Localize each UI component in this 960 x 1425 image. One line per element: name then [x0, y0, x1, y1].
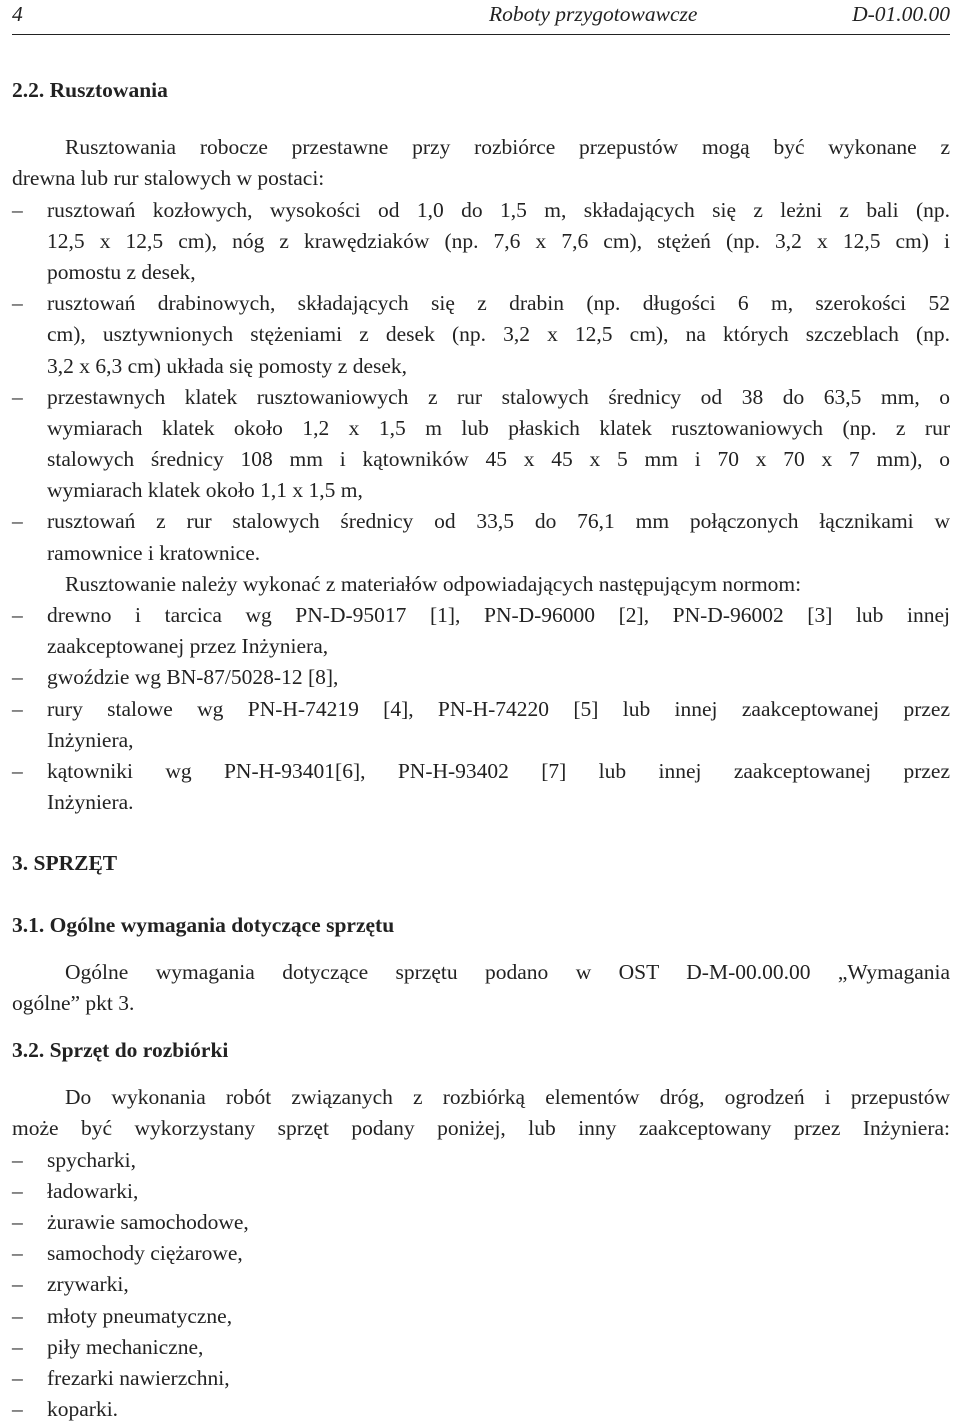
section-heading-3-1: 3.1. Ogólne wymagania dotyczące sprzętu — [12, 912, 395, 937]
list-item: – frezarki nawierzchni, — [12, 1363, 950, 1394]
paragraph-line: ogólne” pkt 3. — [12, 990, 135, 1015]
list-item: – rusztowań drabinowych, składających się z drabin (np. długości 6 m, szerokości 52 — [12, 288, 950, 319]
header-title: Roboty przygotowawcze — [489, 2, 698, 26]
list-item: – gwoździe wg BN-87/5028-12 [8], — [12, 662, 950, 693]
list-item-continuation: wymiarach klatek około 1,1 x 1,5 m, — [47, 478, 363, 503]
paragraph-line: może być wykorzystany sprzęt podany poniżej, lub inny zaakceptowany przez Inżyniera: — [12, 1116, 950, 1141]
list-item: – rury stalowe wg PN-H-74219 [4], PN-H-74220 [5] lub innej zaakceptowanej przez — [12, 694, 950, 725]
dash-bullet: – — [12, 509, 23, 534]
dash-bullet: – — [12, 384, 23, 409]
paragraph-line: Rusztowanie należy wykonać z materiałów odpowiadających następującym normom: — [65, 571, 802, 596]
list-item: – zrywarki, — [12, 1269, 950, 1300]
dash-bullet: – — [12, 1272, 23, 1297]
dash-bullet: – — [12, 603, 23, 627]
dash-bullet: – — [12, 197, 23, 222]
equipment-list — [12, 1145, 950, 1425]
dash-bullet: – — [12, 1397, 23, 1422]
paragraph-line: Do wykonania robót związanych z rozbiórką elementów dróg, ogrodzeń i przepustów — [65, 1085, 950, 1110]
section-heading-2-2: 2.2. Rusztowania — [12, 78, 168, 102]
header-page-number: 4 — [12, 2, 23, 26]
dash-bullet: – — [12, 291, 23, 316]
section-heading-3-2: 3.2. Sprzęt do rozbiórki — [12, 1038, 229, 1063]
section-heading-3: 3. SPRZĘT — [12, 851, 118, 876]
dash-bullet: – — [12, 1303, 23, 1328]
list-item: – żurawie samochodowe, — [12, 1207, 950, 1238]
list-item-continuation: wymiarach klatek około 1,2 x 1,5 m lub płaskich klatek rusztowaniowych (np. z rur — [47, 415, 950, 440]
dash-bullet: – — [12, 1334, 23, 1359]
list-item: – kątowniki wg PN-H-93401[6], PN-H-93402 [7] lub innej zaakceptowanej przez — [12, 756, 950, 787]
list-item: – spycharki, — [12, 1145, 950, 1176]
list-item-continuation: Inżyniera. — [47, 790, 134, 815]
dash-bullet: – — [12, 665, 23, 690]
paragraph-line: Ogólne wymagania dotyczące sprzętu podano w OST D-M-00.00.00 „Wymagania — [65, 959, 950, 984]
page-header — [12, 0, 950, 35]
list-item: – przestawnych klatek rusztowaniowych z rur stalowych średnicy od 38 do 63,5 mm, o — [12, 382, 950, 413]
paragraph-line: Rusztowania robocze przestawne przy rozbiórce przepustów mogą być wykonane z — [65, 135, 950, 160]
list-item: – piły mechaniczne, — [12, 1332, 950, 1363]
list-item-continuation: cm), usztywnionych stężeniami z desek (np. 3,2 x 12,5 cm), na których szczeblach (np. — [47, 322, 950, 347]
list-item: – drewno i tarcica wg PN-D-95017 [1], PN-D-96000 [2], PN-D-96002 [3] lub innej — [12, 600, 950, 631]
header-code: D-01.00.00 — [852, 2, 950, 26]
dash-bullet: – — [12, 1147, 23, 1172]
list-item-continuation: zaakceptowanej przez Inżyniera, — [47, 634, 329, 659]
list-item: – ładowarki, — [12, 1176, 950, 1207]
dash-bullet: – — [12, 758, 23, 783]
list-item-continuation: 12,5 x 12,5 cm), nóg z krawędziaków (np. 7,6 x 7,6 cm), stężeń (np. 3,2 x 12,5 cm) i — [47, 228, 950, 253]
dash-bullet: – — [12, 1178, 23, 1203]
list-item: – rusztowań z rur stalowych średnicy od 33,5 do 76,1 mm połączonych łącznikami w — [12, 506, 950, 537]
list-item-continuation: pomostu z desek, — [47, 259, 196, 284]
dash-bullet: – — [12, 696, 23, 721]
dash-bullet: – — [12, 1241, 23, 1266]
list-item: – rusztowań kozłowych, wysokości od 1,0 do 1,5 m, składających się z leżni z bali (np. — [12, 195, 950, 226]
dash-bullet: – — [12, 1365, 23, 1390]
list-item-continuation: Inżyniera, — [47, 727, 134, 752]
list-item-continuation: ramownice i kratownice. — [47, 540, 261, 565]
list-item: – młoty pneumatyczne, — [12, 1301, 950, 1332]
list-item: – koparki. — [12, 1394, 950, 1425]
paragraph-line: drewna lub rur stalowych w postaci: — [12, 166, 325, 191]
list-item-continuation: stalowych średnicy 108 mm i kątowników 45 x 45 x 5 mm i 70 x 70 x 7 mm), o — [47, 447, 950, 472]
list-item-continuation: 3,2 x 6,3 cm) układa się pomosty z desek, — [47, 353, 408, 378]
list-item: – samochody ciężarowe, — [12, 1238, 950, 1269]
dash-bullet: – — [12, 1210, 23, 1234]
document-body — [12, 75, 950, 1425]
